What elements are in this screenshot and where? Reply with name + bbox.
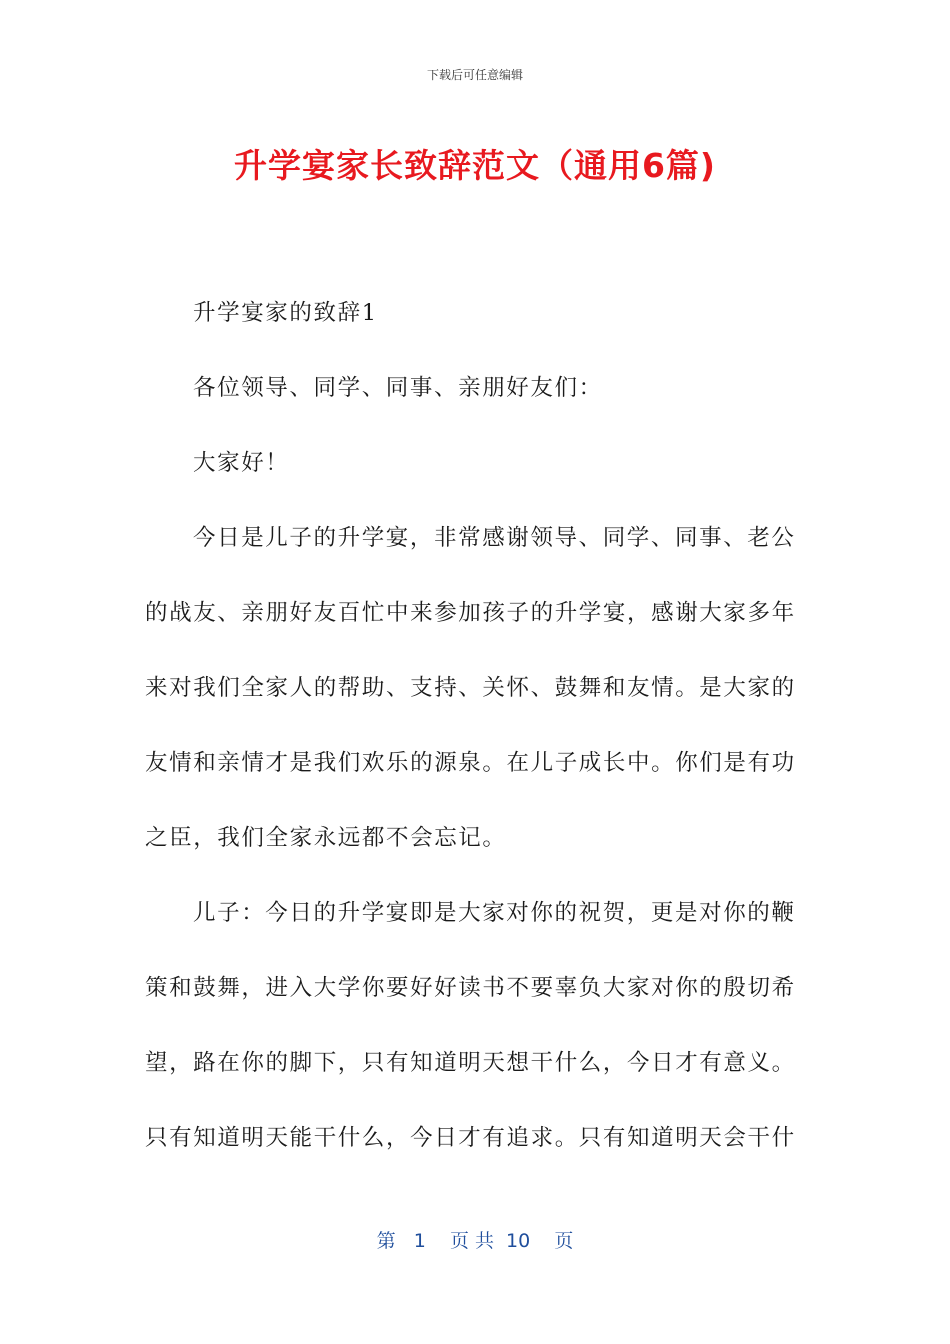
paragraph-line: 友情和亲情才是我们欢乐的源泉。在儿子成长中。你们是有功 bbox=[145, 750, 796, 776]
paragraph-line: 来对我们全家人的帮助、支持、关怀、鼓舞和友情。是大家的 bbox=[145, 675, 796, 701]
header-note: 下载后可任意编辑 bbox=[426, 68, 523, 82]
paragraph-line: 望，路在你的脚下，只有知道明天想干什么，今日才有意义。 bbox=[145, 1050, 796, 1076]
paragraph-line: 只有知道明天能干什么，今日才有追求。只有知道明天会干什 bbox=[145, 1125, 796, 1151]
document-title: 升学宴家长致辞范文（通用6篇) bbox=[233, 146, 717, 185]
page-number-footer: 第 1 页 共 10 页 bbox=[376, 1230, 574, 1252]
paragraph-line: 策和鼓舞，进入大学你要好好读书不要辜负大家对你的殷切希 bbox=[145, 975, 796, 1001]
paragraph-line: 之臣，我们全家永远都不会忘记。 bbox=[145, 825, 507, 851]
paragraph-line: 今日是儿子的升学宴，非常感谢领导、同学、同事、老公 bbox=[193, 525, 796, 551]
paragraph-line: 儿子：今日的升学宴即是大家对你的祝贺，更是对你的鞭 bbox=[193, 900, 796, 926]
greeting: 大家好！ bbox=[193, 450, 290, 476]
salutation: 各位领导、同学、同事、亲朋好友们： bbox=[193, 375, 603, 401]
document-body bbox=[145, 276, 795, 1176]
paragraph-line: 的战友、亲朋好友百忙中来参加孩子的升学宴，感谢大家多年 bbox=[145, 600, 796, 626]
section-heading: 升学宴家的致辞1 bbox=[193, 300, 378, 326]
